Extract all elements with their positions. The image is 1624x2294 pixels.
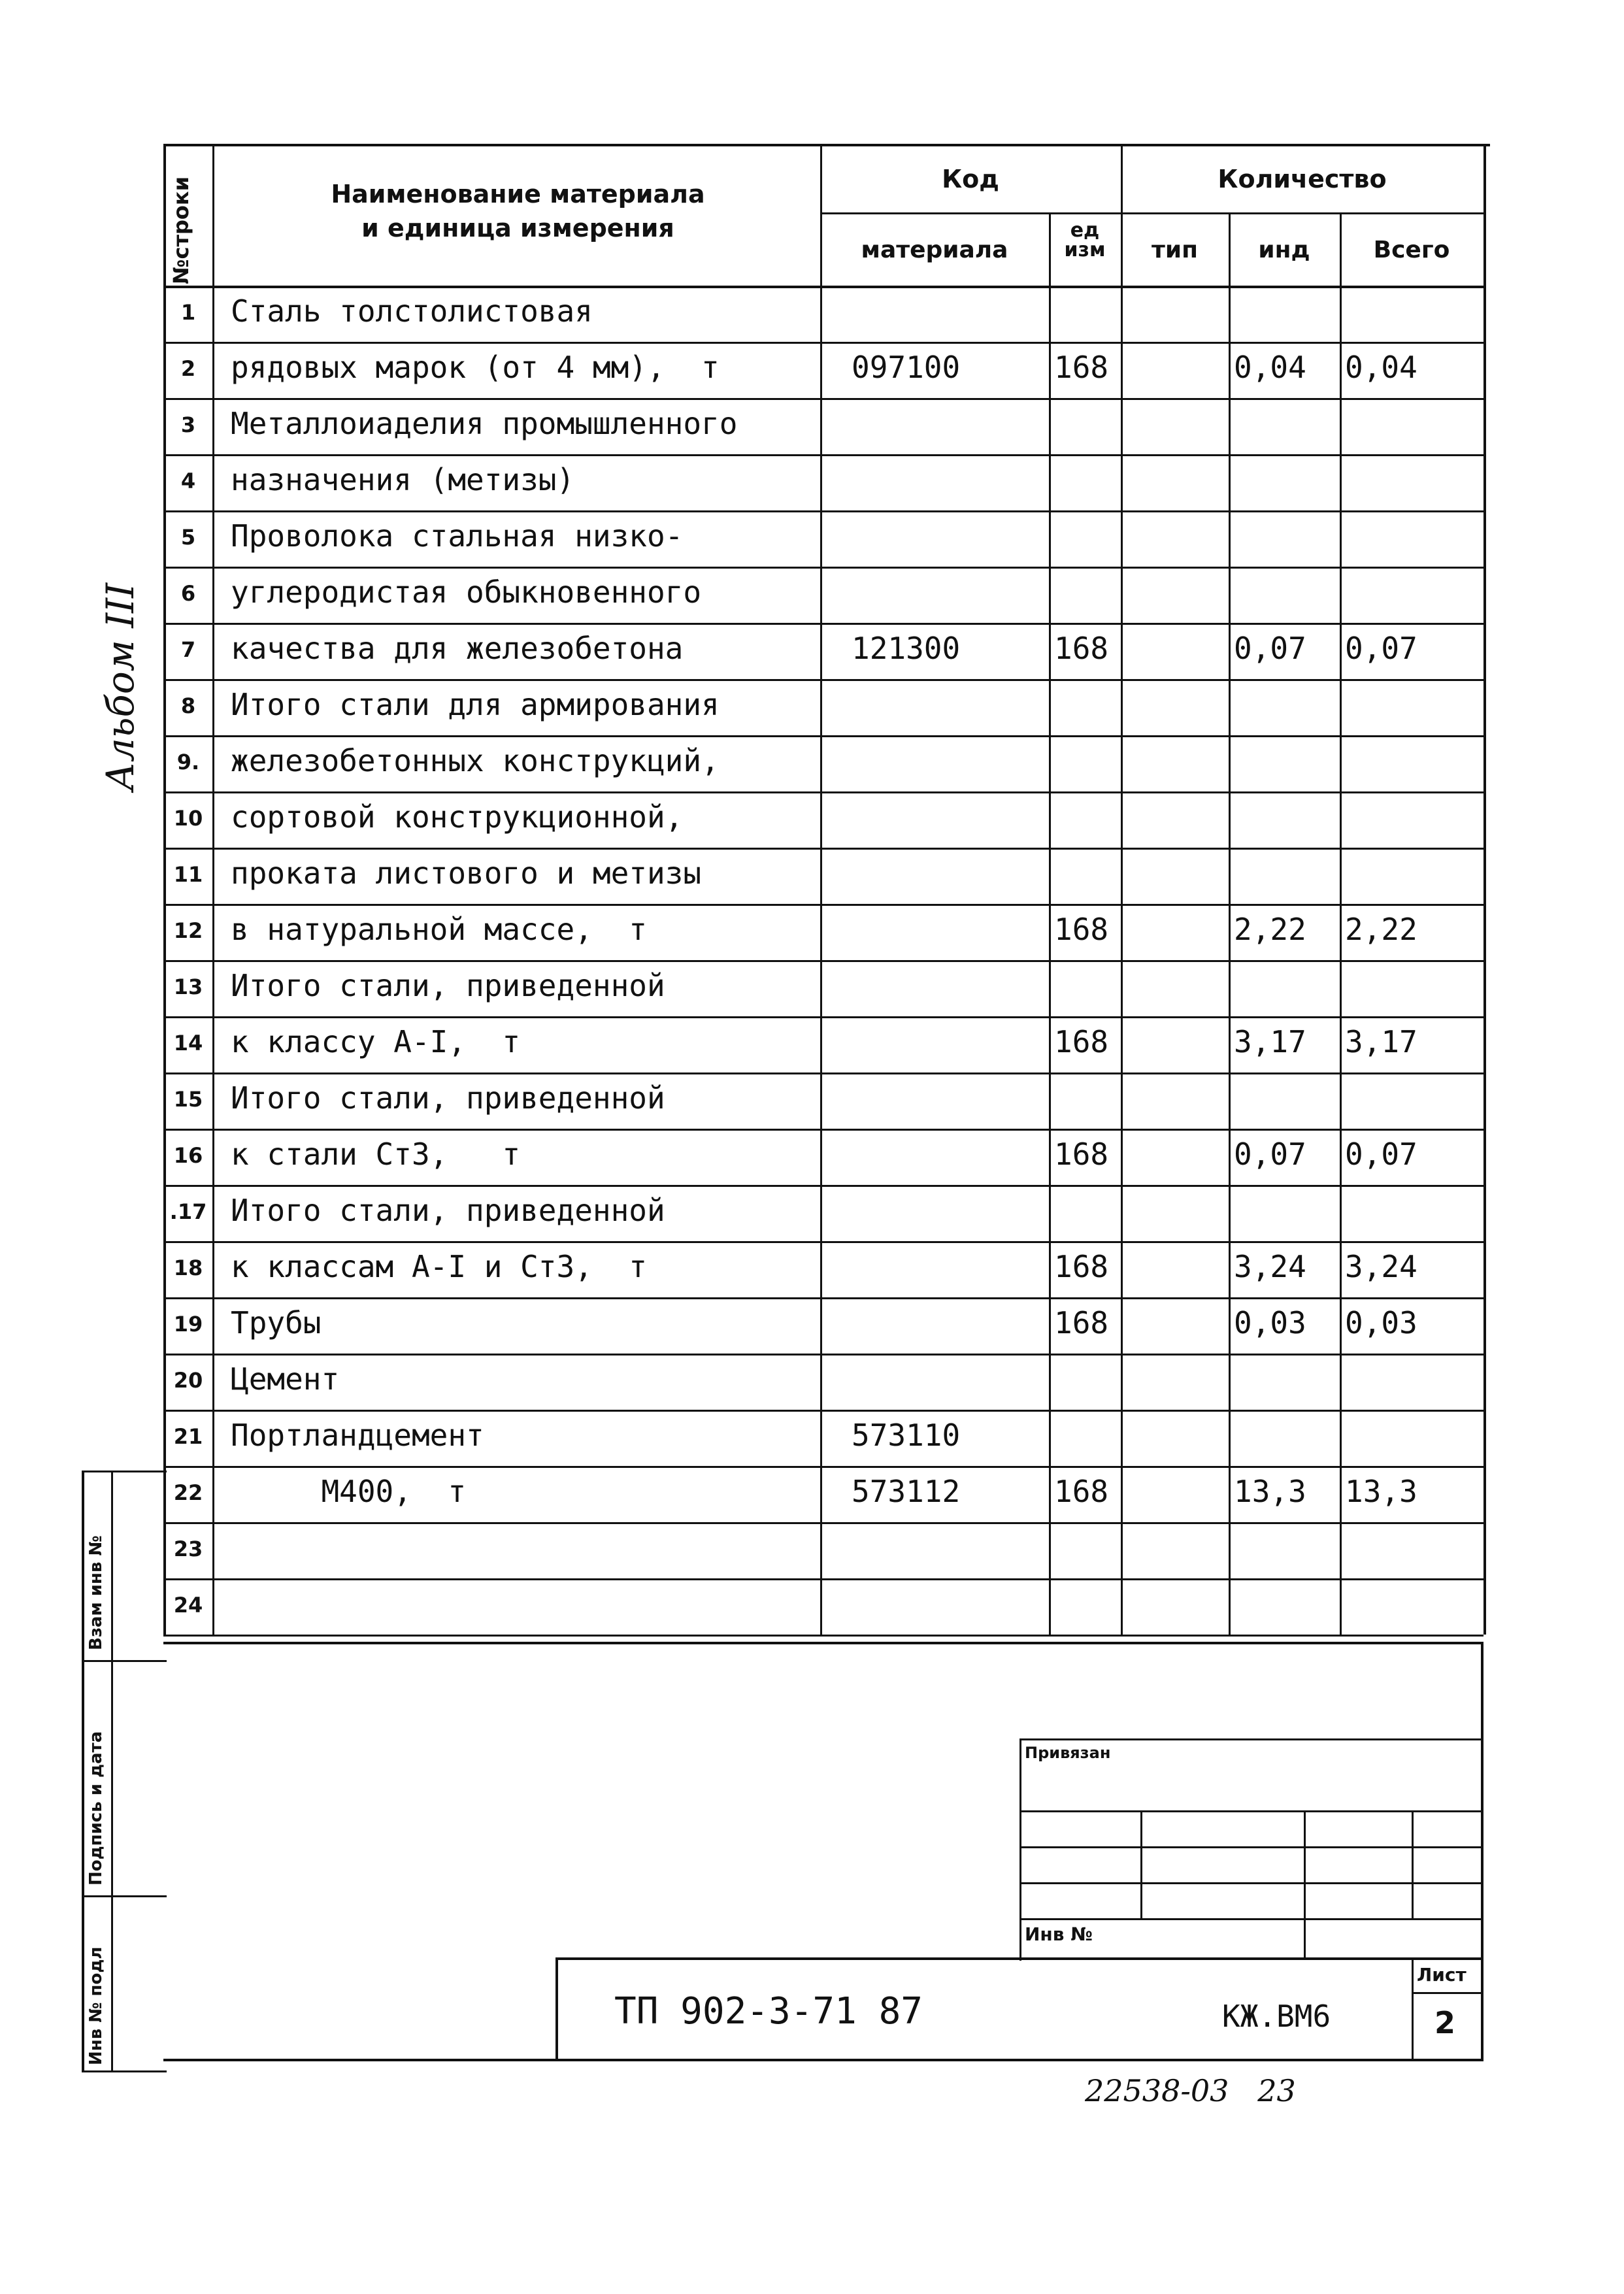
- qty-total-cell: 0,07: [1345, 1137, 1417, 1172]
- qty-ind-cell: 0,07: [1234, 1137, 1306, 1172]
- material-code-cell: 121300: [852, 631, 961, 666]
- material-name-cell: углеродистая обыкновенного: [231, 574, 702, 610]
- material-name-cell: Проволока стальная низко-: [231, 518, 684, 554]
- footer-stamp-number: 22538-03 23: [1085, 2073, 1296, 2108]
- material-name-cell: Портландцемент: [231, 1418, 484, 1453]
- unit-code-cell: 168: [1054, 1137, 1109, 1172]
- material-code-cell: 097100: [852, 350, 961, 385]
- row-number: 20: [173, 1368, 203, 1393]
- unit-code-cell: 168: [1054, 350, 1109, 385]
- row-number: 13: [173, 974, 203, 999]
- qty-ind-cell: 3,24: [1234, 1249, 1306, 1284]
- qty-total-cell: 0,04: [1345, 350, 1417, 385]
- row-divider: [163, 1241, 1483, 1243]
- document-number: ТП 902-3-71 87: [614, 1990, 923, 2033]
- row-divider: [163, 679, 1483, 681]
- album-handwritten-note: Альбом III: [98, 582, 142, 791]
- column-divider: [1049, 212, 1051, 1635]
- unit-code-cell: 168: [1054, 1305, 1109, 1340]
- qty-total-cell: 13,3: [1345, 1474, 1417, 1509]
- row-number: .17: [169, 1199, 207, 1224]
- row-number: 12: [173, 918, 203, 943]
- row-divider: [163, 1635, 1483, 1637]
- row-divider: [163, 1185, 1483, 1187]
- header-qty-total: Всего: [1373, 237, 1450, 263]
- material-name-cell: Итого стали, приведенной: [231, 1193, 665, 1228]
- row-number: 9.: [176, 750, 200, 774]
- row-number: 10: [173, 806, 203, 831]
- qty-ind-cell: 0,04: [1234, 350, 1306, 385]
- material-code-cell: 573112: [852, 1474, 961, 1509]
- header-qty-type: тип: [1152, 237, 1198, 263]
- table-top-border: [163, 144, 1490, 146]
- unit-code-cell: 168: [1054, 631, 1109, 666]
- unit-code-cell: 168: [1054, 912, 1109, 947]
- row-divider: [163, 1297, 1483, 1299]
- row-divider: [163, 1016, 1483, 1018]
- row-divider: [163, 454, 1483, 456]
- row-number: 16: [173, 1143, 203, 1168]
- row-number: 5: [180, 525, 196, 550]
- row-number: 4: [180, 469, 196, 493]
- row-number: 19: [173, 1312, 203, 1337]
- row-divider: [163, 1522, 1483, 1524]
- header-code-material: материала: [861, 237, 1008, 263]
- row-divider: [163, 567, 1483, 569]
- column-divider: [1340, 212, 1342, 1635]
- column-divider: [1483, 144, 1486, 1635]
- row-divider: [163, 791, 1483, 793]
- material-name-cell: Сталь толстолистовая: [231, 293, 593, 329]
- qty-ind-cell: 2,22: [1234, 912, 1306, 947]
- row-number: 21: [173, 1424, 203, 1449]
- row-number: 22: [173, 1480, 203, 1505]
- material-name-cell: Трубы: [231, 1305, 322, 1340]
- row-divider: [163, 1129, 1483, 1131]
- material-name-cell: железобетонных конструкций,: [231, 743, 720, 778]
- qty-total-cell: 3,24: [1345, 1249, 1417, 1284]
- material-name-cell: к стали Ст3, т: [231, 1137, 521, 1172]
- row-number: 15: [173, 1087, 203, 1112]
- material-name-cell: к классу А-I, т: [231, 1024, 521, 1059]
- sheet-label: Лист: [1417, 1964, 1467, 1986]
- qty-ind-cell: 0,03: [1234, 1305, 1306, 1340]
- row-divider: [163, 960, 1483, 962]
- row-number: 8: [180, 693, 196, 718]
- row-number: 14: [173, 1031, 203, 1056]
- row-number: 6: [180, 581, 196, 606]
- row-divider: [163, 1466, 1483, 1468]
- header-bottom-border: [163, 286, 1483, 288]
- material-name-cell: Итого стали для армирования: [231, 687, 720, 722]
- material-name-cell: Итого стали, приведенной: [231, 1080, 665, 1116]
- sheet-number: 2: [1434, 2005, 1456, 2040]
- material-name-cell: М400, т: [231, 1474, 467, 1509]
- row-number: 11: [173, 862, 203, 887]
- material-name-cell: проката листового и метизы: [231, 856, 702, 891]
- column-divider: [1229, 212, 1231, 1635]
- qty-total-cell: 2,22: [1345, 912, 1417, 947]
- header-code-unit: ед изм: [1064, 219, 1106, 261]
- header-subdivider: [820, 212, 1483, 214]
- row-divider: [163, 623, 1483, 625]
- row-divider: [163, 848, 1483, 850]
- header-quantity-group: Количество: [1218, 165, 1387, 193]
- material-name-cell: назначения (метизы): [231, 462, 575, 497]
- qty-ind-cell: 0,07: [1234, 631, 1306, 666]
- row-divider: [163, 904, 1483, 906]
- row-divider: [163, 1072, 1483, 1074]
- row-number: 18: [173, 1255, 203, 1280]
- side-label-sign-date: Подпись и дата: [86, 1731, 106, 1886]
- inv-number-label: Инв №: [1025, 1923, 1093, 1945]
- row-number: 2: [180, 356, 196, 381]
- material-name-cell: Цемент: [231, 1361, 340, 1397]
- row-divider: [163, 1354, 1483, 1355]
- row-number: 24: [173, 1593, 203, 1618]
- material-name-cell: рядовых марок (от 4 мм), т: [231, 350, 720, 385]
- row-number: 23: [173, 1537, 203, 1561]
- material-code-cell: 573110: [852, 1418, 961, 1453]
- header-code-group: Код: [942, 165, 999, 193]
- row-number: 3: [180, 412, 196, 437]
- row-divider: [163, 1578, 1483, 1580]
- side-label-vzam-inv: Взам инв №: [86, 1535, 106, 1650]
- material-name-cell: Итого стали, приведенной: [231, 968, 665, 1003]
- qty-total-cell: 0,07: [1345, 631, 1417, 666]
- privyazan-label: Привязан: [1025, 1744, 1111, 1762]
- row-divider: [163, 342, 1483, 344]
- unit-code-cell: 168: [1054, 1024, 1109, 1059]
- row-divider: [163, 510, 1483, 512]
- material-name-cell: Металлоиаделия промышленного: [231, 406, 738, 441]
- row-divider: [163, 1410, 1483, 1412]
- header-row-number: №строки: [169, 176, 193, 284]
- side-label-inv-podl: Инв № подл: [86, 1946, 106, 2065]
- material-name-cell: в натуральной массе, т: [231, 912, 647, 947]
- material-name-cell: к классам А-I и Ст3, т: [231, 1249, 647, 1284]
- row-number: 1: [180, 300, 196, 325]
- unit-code-cell: 168: [1054, 1249, 1109, 1284]
- header-material-name: Наименование материала и единица измерения: [331, 180, 705, 242]
- row-divider: [163, 398, 1483, 400]
- material-name-cell: качества для железобетона: [231, 631, 684, 666]
- qty-total-cell: 3,17: [1345, 1024, 1417, 1059]
- header-qty-ind: инд: [1258, 237, 1310, 263]
- row-number: 7: [180, 637, 196, 662]
- qty-ind-cell: 13,3: [1234, 1474, 1306, 1509]
- qty-total-cell: 0,03: [1345, 1305, 1417, 1340]
- qty-ind-cell: 3,17: [1234, 1024, 1306, 1059]
- document-code: КЖ.ВМ6: [1222, 1999, 1331, 2034]
- unit-code-cell: 168: [1054, 1474, 1109, 1509]
- material-name-cell: сортовой конструкционной,: [231, 799, 684, 835]
- row-divider: [163, 735, 1483, 737]
